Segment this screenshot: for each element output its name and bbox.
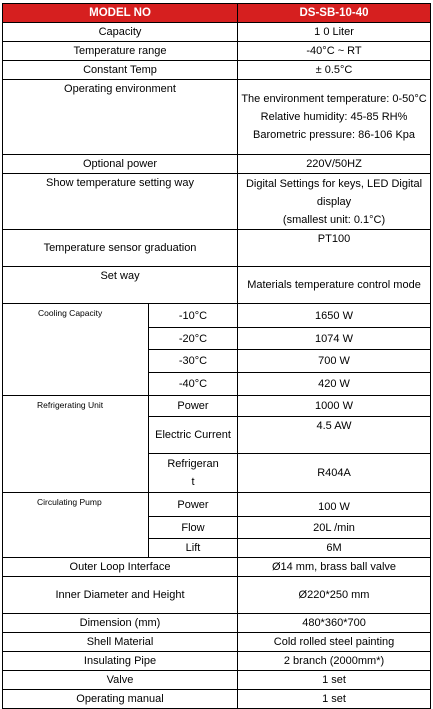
insulating-pipe-value: 2 branch (2000mm*): [238, 652, 431, 671]
temp-range-value: -40°C ~ RT: [238, 42, 431, 61]
table-row: [3, 61, 431, 80]
capacity-label: Capacity: [3, 23, 238, 42]
constant-temp-label: Constant Temp: [3, 61, 238, 80]
cooling-value: 700 W: [238, 350, 431, 373]
temp-range-label: Temperature range: [3, 42, 238, 61]
table-row: [3, 304, 431, 328]
model-no-header: MODEL NO: [3, 4, 238, 23]
shell-material-value: Cold rolled steel painting: [238, 633, 431, 652]
sensor-label: Temperature sensor graduation: [3, 230, 238, 267]
table-row: [3, 155, 431, 174]
env-temperature-text: The environment temperature: 0-50°C: [241, 93, 427, 105]
show-temp-line1: Digital Settings for keys, LED Digital display: [245, 177, 423, 208]
electric-current-value: 4.5 AW: [238, 417, 431, 454]
capacity-value: 1 0 Liter: [238, 23, 431, 42]
show-temp-label: Show temperature setting way: [3, 174, 238, 230]
table-header-row: [3, 4, 431, 23]
table-row: [3, 652, 431, 671]
refrigerant-label: Refrigerant: [149, 454, 238, 493]
pump-power-label: Power: [149, 493, 238, 517]
pump-power-value: 100 W: [238, 493, 431, 517]
env-humidity-text: Relative humidity: 45-85 RH%: [260, 111, 408, 123]
dimension-label: Dimension (mm): [3, 614, 238, 633]
cooling-temp: -30°C: [149, 350, 238, 373]
optional-power-value: 220V/50HZ: [238, 155, 431, 174]
insulating-pipe-label: Insulating Pipe: [3, 652, 238, 671]
table-row: [3, 493, 431, 517]
optional-power-label: Optional power: [3, 155, 238, 174]
operating-env-label: Operating environment: [3, 80, 238, 155]
inner-diameter-value: Ø220*250 mm: [238, 577, 431, 614]
set-way-label: Set way: [3, 267, 238, 304]
outer-loop-label: Outer Loop Interface: [3, 558, 238, 577]
table-row: [3, 42, 431, 61]
cooling-value: 1074 W: [238, 328, 431, 350]
cooling-temp: -20°C: [149, 328, 238, 350]
table-row: [3, 690, 431, 709]
table-row: [3, 614, 431, 633]
refrigerating-power-label: Power: [149, 396, 238, 417]
model-value-header: DS-SB-10-40: [238, 4, 431, 23]
show-temp-value: [238, 174, 431, 230]
electric-current-label: Electric Current: [149, 417, 238, 454]
table-row: [3, 633, 431, 652]
operating-manual-label: Operating manual: [3, 690, 238, 709]
cooling-value: 420 W: [238, 373, 431, 396]
env-pressure-text: Barometric pressure: 86-106 Kpa: [253, 129, 416, 141]
table-row: [3, 230, 431, 267]
pump-lift-value: 6M: [238, 539, 431, 558]
shell-material-label: Shell Material: [3, 633, 238, 652]
table-row: [3, 396, 431, 417]
sensor-value: PT100: [238, 230, 431, 267]
table-row: [3, 577, 431, 614]
spec-table: [2, 3, 431, 709]
refrigerating-unit-label: Refrigerating Unit: [3, 396, 149, 493]
show-temp-line2: (smallest unit: 0.1°C): [282, 213, 386, 226]
pump-lift-label: Lift: [149, 539, 238, 558]
operating-manual-value: 1 set: [238, 690, 431, 709]
table-row: [3, 267, 431, 304]
valve-label: Valve: [3, 671, 238, 690]
table-row: [3, 558, 431, 577]
cooling-temp: -10°C: [149, 304, 238, 328]
table-row: [3, 23, 431, 42]
outer-loop-value: Ø14 mm, brass ball valve: [238, 558, 431, 577]
constant-temp-value: ± 0.5°C: [238, 61, 431, 80]
inner-diameter-label: Inner Diameter and Height: [3, 577, 238, 614]
cooling-temp: -40°C: [149, 373, 238, 396]
pump-flow-label: Flow: [149, 517, 238, 539]
cooling-capacity-label: Cooling Capacity: [3, 304, 149, 396]
table-row: [3, 174, 431, 230]
refrigerant-value: R404A: [238, 454, 431, 493]
valve-value: 1 set: [238, 671, 431, 690]
set-way-value: Materials temperature control mode: [238, 267, 431, 304]
operating-env-value: [238, 80, 431, 155]
cooling-value: 1650 W: [238, 304, 431, 328]
table-row: [3, 671, 431, 690]
dimension-value: 480*360*700: [238, 614, 431, 633]
table-row: [3, 80, 431, 155]
circulating-pump-label: Circulating Pump: [3, 493, 149, 558]
pump-flow-value: 20L /min: [238, 517, 431, 539]
refrigerating-power-value: 1000 W: [238, 396, 431, 417]
